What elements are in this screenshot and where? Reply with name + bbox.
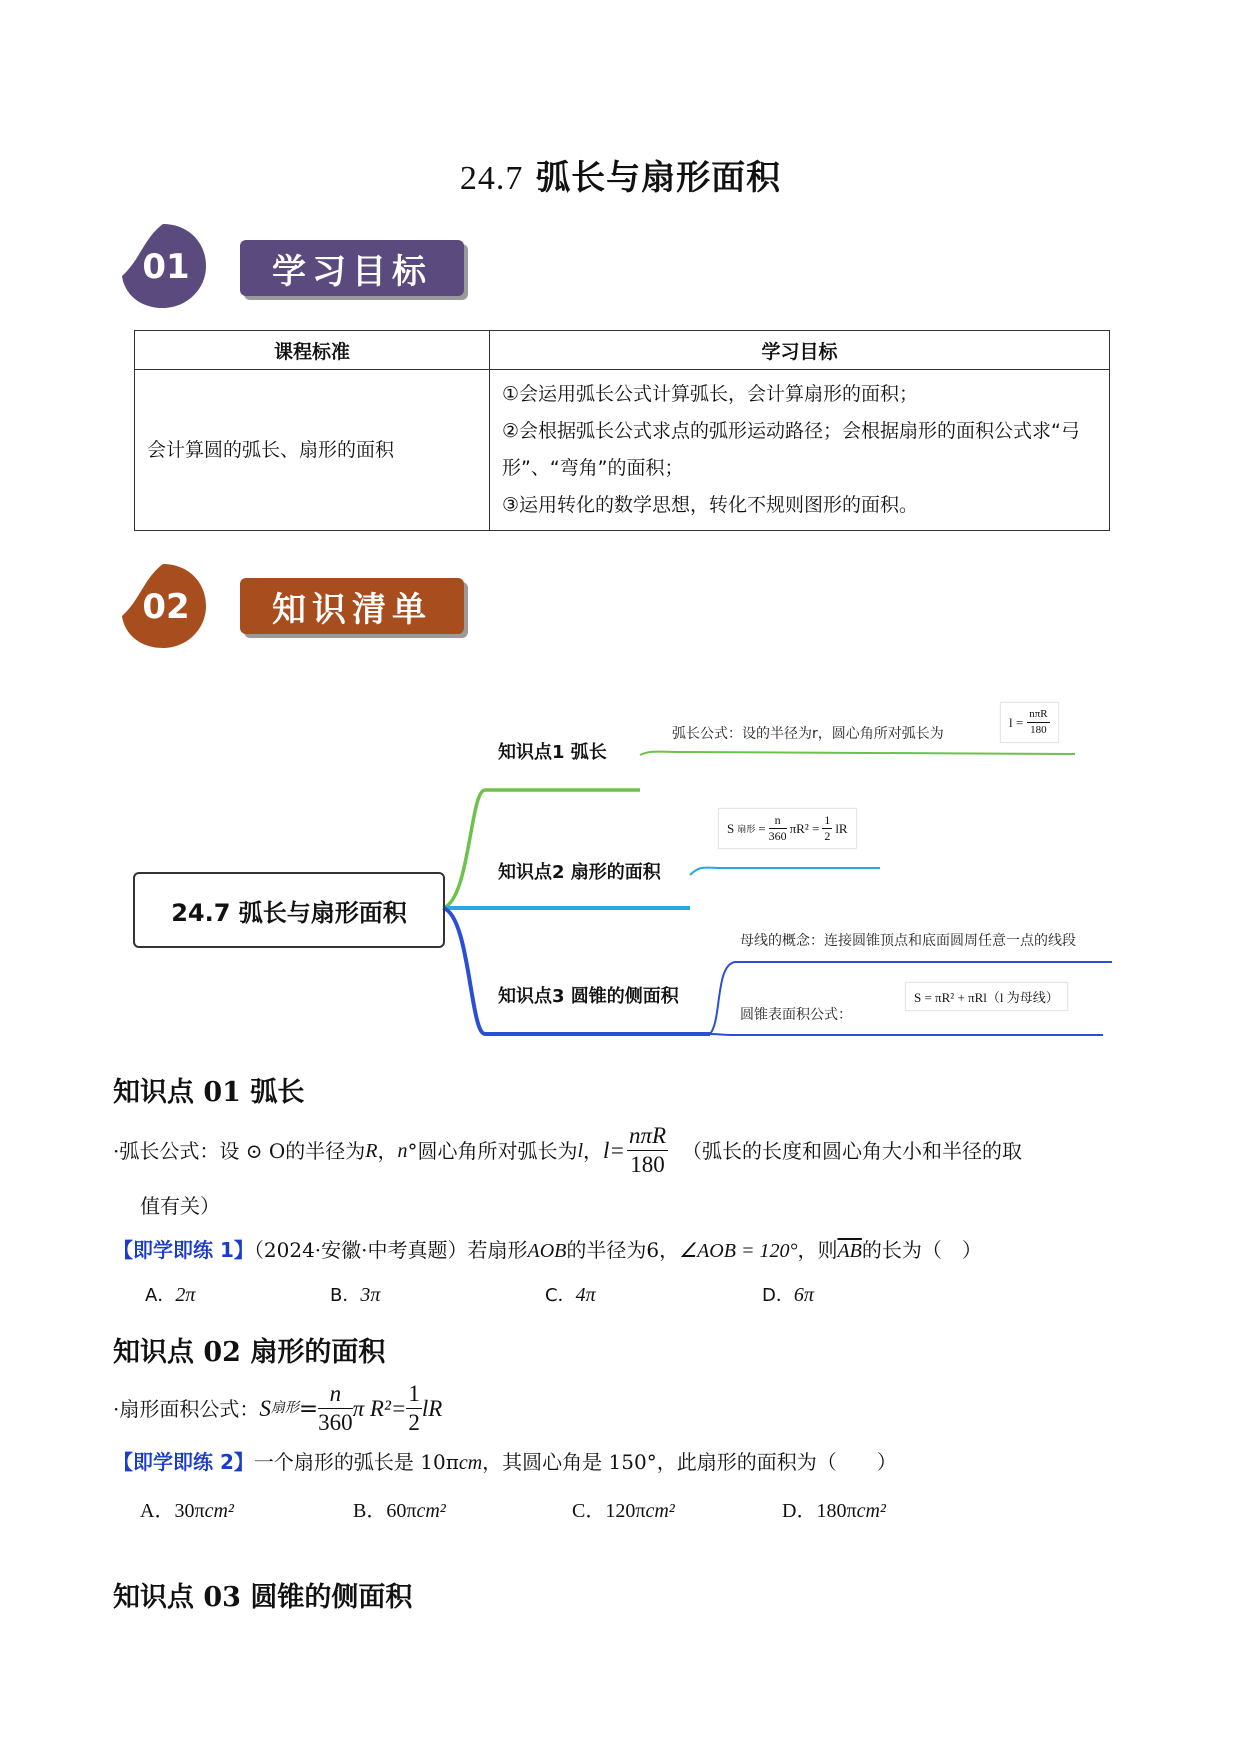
option-unit: cm²: [645, 1500, 675, 1522]
mindmap-node-3: 知识点3 圆锥的侧面积: [498, 986, 679, 1007]
mindmap-node-1-text: 弧长公式：设的半径为r，圆心角所对弧长为: [672, 726, 944, 742]
kp1-practice-label: 【即学即练 1】: [113, 1238, 254, 1262]
kp1-practice: [113, 1235, 982, 1266]
arc-formula-lhs: l =: [1009, 714, 1024, 730]
option-value: 30π: [174, 1500, 205, 1522]
goal-item-2: ②会根据弧长公式求点的弧形运动路径；会根据扇形的面积公式求“弓形”、“弯角”的面积；: [502, 420, 1080, 479]
sector-formula-tail: lR: [835, 820, 848, 836]
kp2-tail: lR: [421, 1395, 443, 1421]
option-value: 4π: [575, 1284, 596, 1306]
sector-formula-num1: n: [769, 813, 787, 829]
option-unit: cm²: [416, 1500, 446, 1522]
kp1-note-2: 值有关）: [140, 1194, 220, 1218]
kp1-practice-arc: $\overline{AB}$: [837, 1240, 862, 1262]
mindmap-root: 24.7 弧长与扇形面积: [133, 872, 445, 948]
sector-formula-sub: 扇形: [737, 825, 756, 835]
kp1-formula-mid: °圆心角所对弧长为: [407, 1138, 578, 1163]
sector-formula-s: S: [727, 820, 735, 836]
kp2-den1: 360: [318, 1410, 353, 1435]
sector-formula-den2: 2: [824, 829, 831, 843]
kp1-var-l: l: [577, 1139, 584, 1162]
option-unit: cm²: [856, 1500, 886, 1522]
kp1-frac-num: nπR: [627, 1122, 668, 1151]
kp1-frac-den: 180: [630, 1152, 665, 1177]
kp2-practice-cm: cm: [458, 1452, 483, 1474]
kp1-heading: 知识点 01 弧长: [113, 1077, 305, 1108]
kp2-practice: [113, 1447, 897, 1478]
kp2-den2: 2: [408, 1410, 420, 1435]
kp1-frac-lhs: l=: [603, 1137, 625, 1163]
kp1-practice-aob: AOB: [527, 1240, 567, 1262]
option-value: 180π: [816, 1500, 857, 1522]
option-value: 120π: [605, 1500, 646, 1522]
sector-formula-mid: πR² =: [789, 820, 820, 836]
kp2-num2: 1: [406, 1380, 422, 1409]
sector-formula-frac1: [769, 813, 787, 844]
kp1-option-a: [145, 1281, 195, 1307]
option-key: A．: [145, 1285, 176, 1306]
arc-formula-fraction: [1027, 707, 1049, 738]
option-key: D．: [762, 1285, 794, 1306]
mindmap-node-2-formula: [718, 808, 857, 849]
kp1-practice-text4: 的长为（ ）: [861, 1238, 982, 1262]
kp2-formula-line: [113, 1380, 442, 1437]
kp1-note-1: （弧长的长度和圆心角大小和半径的取: [682, 1138, 1023, 1163]
mindmap-node-3-text1: 母线的概念：连接圆锥顶点和底面圆周任意一点的线段: [740, 933, 1076, 949]
sector-formula-frac2: [822, 813, 832, 844]
section-02-label: 知识清单: [240, 578, 464, 634]
option-key: A．: [140, 1500, 175, 1522]
kp2-option-a: [140, 1494, 234, 1523]
kp1-formula-line: [113, 1122, 1133, 1179]
kp1-var-r: R: [365, 1139, 378, 1162]
option-key: C．: [572, 1500, 606, 1522]
kp2-var-s: S: [259, 1395, 271, 1421]
kp2-practice-label: 【即学即练 2】: [113, 1450, 254, 1474]
kp2-var-sub: 扇形: [270, 1400, 299, 1416]
kp1-practice-text: （2024·安徽·中考真题）若扇形: [253, 1238, 528, 1262]
option-key: B．: [353, 1500, 387, 1522]
kp1-practice-text3: ，则: [797, 1238, 838, 1262]
sector-formula-den1: 360: [768, 829, 787, 843]
option-key: D．: [782, 1500, 817, 1522]
kp2-formula-prefix: ·扇形面积公式：: [113, 1396, 260, 1421]
section-02-number: 02: [142, 587, 190, 627]
kp2-eq: =: [298, 1395, 319, 1422]
kp2-mid: π R²=: [352, 1395, 407, 1421]
option-unit: cm²: [204, 1500, 234, 1522]
section-01-number: 01: [142, 247, 190, 287]
kp2-option-d: [782, 1494, 886, 1523]
table-header-standard: 课程标准: [135, 331, 490, 370]
option-value: 2π: [175, 1284, 196, 1306]
mindmap-node-2: 知识点2 扇形的面积: [498, 862, 661, 883]
option-key: B．: [330, 1285, 361, 1306]
goal-item-3: ③运用转化的数学思想，转化不规则图形的面积。: [502, 494, 919, 516]
kp2-practice-text2: ，其圆心角是 150°，此扇形的面积为（ ）: [482, 1450, 897, 1474]
kp1-comma-1: ，: [377, 1138, 398, 1163]
kp1-option-c: [545, 1281, 596, 1307]
kp1-option-b: [330, 1281, 380, 1307]
kp1-var-n: n: [397, 1139, 408, 1162]
kp2-heading: 知识点 02 扇形的面积: [113, 1337, 386, 1368]
title-text: 弧长与扇形面积: [536, 158, 782, 198]
kp2-option-b: [353, 1494, 446, 1523]
mindmap-node-1: 知识点1 弧长: [498, 742, 607, 763]
option-value: 3π: [360, 1284, 381, 1306]
arc-formula-den: 180: [1030, 724, 1047, 736]
mindmap-node-1-formula: [1000, 702, 1059, 743]
title-number: 24.7: [459, 160, 524, 197]
mindmap-node-3-formula: S = πR² + πRl（l 为母线）: [905, 982, 1068, 1011]
section-01-label: 学习目标: [240, 240, 464, 296]
table-cell-standard: 会计算圆的弧长、扇形的面积: [135, 370, 490, 531]
goal-item-1: ①会运用弧长公式计算弧长，会计算扇形的面积；: [502, 383, 919, 405]
option-key: C．: [545, 1285, 576, 1306]
kp2-option-c: [572, 1494, 675, 1523]
arc-formula-num: nπR: [1027, 707, 1049, 723]
kp2-frac2: [406, 1380, 422, 1437]
kp2-practice-text: 一个扇形的弧长是 10π: [253, 1450, 459, 1474]
table-header-goals: 学习目标: [490, 331, 1110, 370]
option-value: 60π: [386, 1500, 417, 1522]
kp1-comma-2: ，: [583, 1138, 604, 1163]
sector-formula-eq: =: [758, 820, 766, 836]
kp2-num1: n: [318, 1380, 353, 1409]
kp1-formula-prefix: ·弧长公式：设 ⊙ O的半径为: [113, 1138, 366, 1163]
kp1-practice-angle: ∠AOB = 120°: [679, 1240, 798, 1262]
option-value: 6π: [793, 1284, 814, 1306]
kp1-option-d: [762, 1281, 814, 1307]
sector-formula-num2: 1: [824, 813, 831, 827]
kp2-frac1: [318, 1380, 353, 1437]
kp1-arc-fraction: [627, 1122, 668, 1179]
kp3-heading: 知识点 03 圆锥的侧面积: [113, 1582, 413, 1613]
kp1-practice-text2: 的半径为6，: [566, 1238, 680, 1262]
mindmap-node-3-text2: 圆锥表面积公式：: [740, 1007, 852, 1023]
